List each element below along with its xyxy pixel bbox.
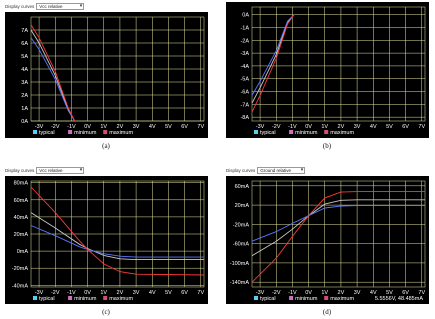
x-tick-label: -2V: [50, 124, 60, 130]
x-tick-label: -2V: [50, 290, 60, 296]
legend-label-typical: typical: [260, 296, 276, 302]
legend-label-typical: typical: [39, 296, 55, 302]
y-tick-label: 6A: [21, 41, 28, 47]
x-tick-label: 0V: [84, 124, 91, 130]
chevron-down-icon: ▾: [300, 167, 304, 173]
legend-label-typical: typical: [260, 130, 276, 136]
x-tick-label: 1V: [100, 124, 108, 130]
legend-label-minimum: minimum: [295, 130, 318, 136]
iv-plot: [226, 2, 429, 138]
y-tick-label: -4A: [240, 63, 249, 70]
legend-swatch-typical: [33, 130, 37, 134]
cursor-readout: 5.5556V, 48.485mA: [374, 296, 423, 302]
x-tick-label: 6V: [181, 290, 188, 296]
x-tick-label: 2V: [116, 124, 124, 130]
series-line-maximum: [31, 25, 75, 121]
x-tick-label: 6V: [181, 124, 188, 130]
series-line-maximum: [252, 15, 294, 112]
x-tick-label: 3V: [353, 124, 361, 130]
y-tick-label: -3A: [240, 51, 249, 58]
series-line-maximum: [31, 187, 204, 275]
x-tick-label: -2V: [271, 290, 281, 296]
y-tick-label: -8A: [240, 115, 249, 122]
display-curves-control: [5, 166, 84, 175]
x-tick-label: 7V: [418, 124, 426, 130]
panel-c: [5, 166, 208, 318]
x-tick-label: 2V: [337, 290, 345, 296]
x-tick-label: 5V: [386, 124, 393, 130]
legend-swatch-typical: [254, 296, 258, 300]
iv-chart: [5, 12, 208, 138]
y-tick-label: 60mA: [234, 183, 249, 190]
iv-chart: [226, 2, 429, 138]
legend-label-typical: typical: [39, 130, 55, 136]
display-curves-label: Display curves: [5, 4, 35, 9]
y-tick-label: -5A: [240, 76, 249, 83]
iv-plot: [5, 12, 208, 138]
y-tick-label: 40mA: [13, 214, 28, 221]
iv-plot: [226, 176, 429, 304]
y-tick-label: 2A: [21, 93, 28, 99]
legend-swatch-maximum: [324, 130, 328, 134]
y-tick-label: -20mA: [11, 266, 28, 273]
x-tick-label: 6V: [402, 124, 409, 130]
y-tick-label: 5A: [21, 54, 28, 60]
y-tick-label: -2A: [240, 38, 249, 45]
legend-label-maximum: maximum: [109, 130, 134, 136]
y-tick-label: -140mA: [229, 280, 249, 287]
iv-plot: [5, 176, 208, 304]
display-curves-control: [5, 2, 84, 11]
x-tick-label: 2V: [116, 290, 124, 296]
display-curves-select[interactable]: [257, 167, 305, 174]
panel-a: [5, 2, 208, 154]
x-tick-label: 3V: [132, 290, 140, 296]
x-tick-label: -3V: [34, 290, 44, 296]
x-tick-label: 5V: [165, 124, 172, 130]
legend-swatch-typical: [254, 130, 258, 134]
series-line-minimum: [252, 206, 425, 242]
x-tick-label: 1V: [321, 124, 329, 130]
y-tick-label: 20mA: [13, 232, 28, 238]
panel-d: [226, 166, 429, 318]
y-tick-label: 7A: [21, 28, 28, 34]
y-tick-label: 3A: [21, 80, 28, 86]
y-tick-label: -1A: [240, 25, 249, 32]
x-tick-label: -3V: [34, 124, 44, 130]
x-tick-label: 4V: [148, 290, 156, 296]
display-curves-select[interactable]: [36, 167, 84, 174]
display-curves-select[interactable]: [36, 3, 84, 10]
display-curves-value: Vcc relative: [39, 168, 63, 173]
legend-label-minimum: minimum: [74, 296, 97, 302]
legend-label-minimum: minimum: [295, 296, 318, 302]
x-tick-label: 6V: [402, 290, 409, 296]
y-tick-label: 4A: [21, 67, 28, 73]
y-tick-label: 1A: [21, 106, 28, 112]
legend-swatch-minimum: [289, 130, 293, 134]
legend-swatch-typical: [33, 296, 37, 300]
x-tick-label: 7V: [197, 290, 205, 296]
series-line-minimum: [252, 15, 294, 96]
x-tick-label: 0V: [84, 290, 91, 296]
x-tick-label: 4V: [148, 124, 156, 130]
x-tick-label: 5V: [165, 290, 172, 296]
x-tick-label: 0V: [305, 124, 312, 130]
display-curves-label: Display curves: [226, 168, 256, 173]
x-tick-label: -1V: [67, 124, 76, 130]
y-tick-label: 0A: [242, 12, 249, 19]
legend-swatch-minimum: [289, 296, 293, 300]
y-tick-label: -20mA: [232, 222, 249, 229]
panel-b: [226, 2, 429, 154]
y-tick-label: -100mA: [229, 260, 249, 267]
display-curves-label: Display curves: [5, 168, 35, 173]
y-tick-label: 0mA: [16, 249, 28, 256]
x-tick-label: -3V: [255, 124, 265, 130]
legend-swatch-maximum: [103, 130, 107, 134]
display-curves-value: Ground relative: [260, 168, 292, 173]
y-tick-label: -7A: [240, 102, 249, 109]
y-tick-label: 80mA: [13, 180, 28, 187]
x-tick-label: 0V: [305, 290, 312, 296]
legend-swatch-maximum: [103, 296, 107, 300]
x-tick-label: 1V: [100, 290, 108, 296]
x-tick-label: 2V: [337, 124, 345, 130]
legend-swatch-minimum: [68, 130, 72, 134]
legend-label-minimum: minimum: [74, 130, 97, 136]
x-tick-label: 4V: [369, 124, 377, 130]
x-tick-label: 5V: [386, 290, 393, 296]
x-tick-label: -1V: [67, 290, 76, 296]
legend-label-maximum: maximum: [330, 296, 355, 302]
x-tick-label: 3V: [132, 124, 140, 130]
display-curves-control: [226, 166, 305, 175]
x-tick-label: -2V: [271, 124, 281, 130]
series-line-minimum: [31, 226, 204, 258]
x-tick-label: -1V: [288, 124, 297, 130]
legend-label-maximum: maximum: [109, 296, 134, 302]
y-tick-label: 0A: [21, 119, 28, 125]
y-tick-label: -40mA: [11, 283, 28, 290]
series-line-typical: [252, 200, 425, 256]
plot-border: [252, 7, 425, 121]
iv-chart: [5, 176, 208, 304]
y-tick-label: -6A: [240, 89, 249, 96]
x-tick-label: 1V: [321, 290, 329, 296]
legend-swatch-minimum: [68, 296, 72, 300]
x-tick-label: -3V: [255, 290, 265, 296]
x-tick-label: 3V: [353, 290, 361, 296]
figure-caption: (c): [102, 308, 110, 316]
display-curves-value: Vcc relative: [39, 4, 63, 9]
y-tick-label: 20mA: [234, 203, 249, 210]
legend-label-maximum: maximum: [330, 130, 355, 136]
chevron-down-icon: ▾: [79, 167, 83, 173]
iv-chart: [226, 176, 429, 304]
figure-caption: (b): [322, 142, 332, 150]
x-tick-label: 7V: [418, 290, 426, 296]
y-tick-label: 60mA: [13, 197, 28, 204]
figure-caption: (d): [322, 308, 332, 316]
y-tick-label: -60mA: [232, 241, 249, 248]
series-line-typical: [252, 15, 294, 103]
legend-swatch-maximum: [324, 296, 328, 300]
x-tick-label: -1V: [288, 290, 297, 296]
plot-border: [252, 181, 425, 287]
chevron-down-icon: ▾: [79, 3, 83, 9]
x-tick-label: 7V: [197, 124, 205, 130]
x-tick-label: 4V: [369, 290, 377, 296]
figure-caption: (a): [102, 142, 110, 150]
